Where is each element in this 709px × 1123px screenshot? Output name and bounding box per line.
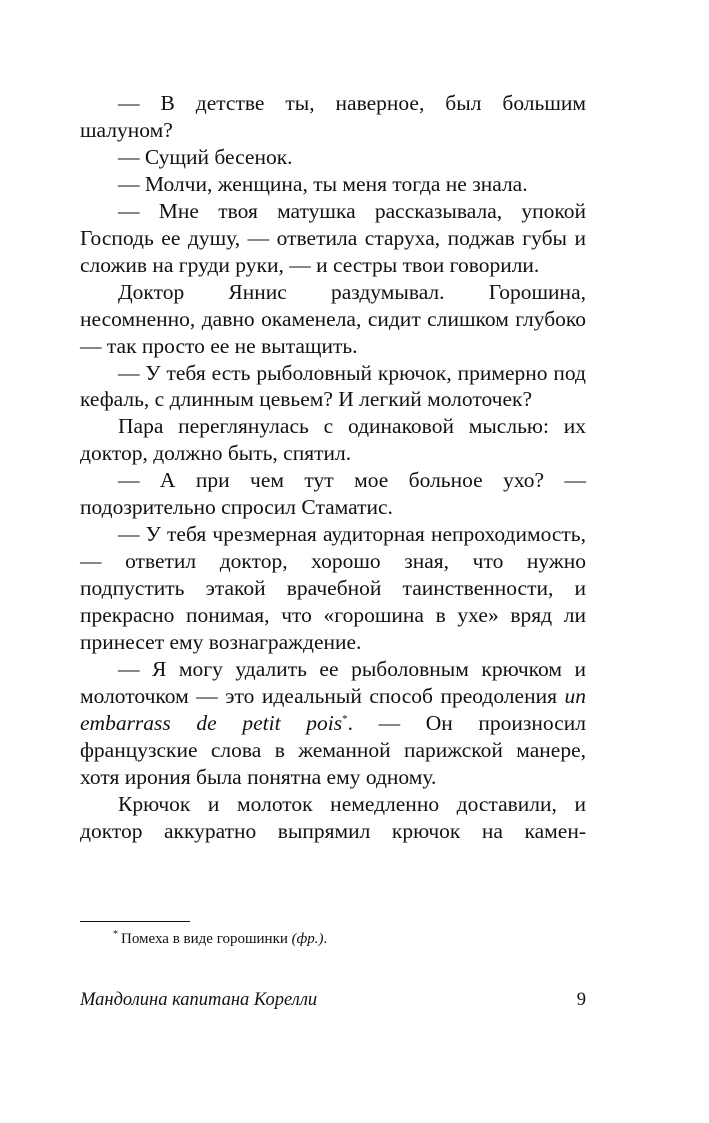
footnote-end: .: [323, 931, 328, 947]
paragraph-10-before: — Я могу удалить ее рыболовным крючком и молоточком — это идеальный способ преодоления: [80, 657, 586, 708]
paragraph-10-after: . — Он произносил французские слова в жеманной парижской манере, хотя ирония была понятна ему одному.: [80, 710, 586, 789]
paragraph-3: — Молчи, женщина, ты меня тогда не знала.: [118, 171, 528, 196]
footnote-marker: *: [113, 929, 118, 940]
paragraph-4: — Мне твоя матушка рассказывала, упокой Господь ее душу, — ответила старуха, поджав губы и сложив на груди руки, — и сестры твои говорили.: [80, 198, 586, 277]
paragraph-9: — У тебя чрезмерная аудиторная непроходимость, — ответил доктор, хорошо зная, что нужно подпустить этакой врачебной таинственности, и прекрасно понимая, что «горошина в ухе» вряд ли принесет ему вознаграждение.: [80, 522, 586, 655]
footnote-reference[interactable]: *: [342, 712, 348, 725]
page-number: 9: [576, 990, 586, 1010]
paragraph-8: — А при чем тут мое больное ухо? — подозрительно спросил Стаматис.: [80, 468, 586, 520]
paragraph-2: — Сущий бесенок.: [118, 144, 293, 169]
paragraph-6: — У тебя есть рыболовный крючок, примерно под кефаль, с длинным цевьем? И легкий молоточек?: [80, 360, 586, 412]
paragraph-7: Пара переглянулась с одинаковой мыслью: их доктор, должно быть, спятил.: [80, 414, 586, 466]
paragraph-5: Доктор Яннис раздумывал. Горошина, несомненно, давно окаменела, сидит слишком глубоко — так просто ее не вытащить.: [80, 279, 586, 358]
footnote-divider: [80, 921, 190, 922]
footnote: [113, 930, 327, 948]
body-text: [80, 90, 586, 845]
footnote-language-note: (фр.): [291, 931, 324, 947]
running-title: Мандолина капитана Корелли: [80, 990, 318, 1010]
paragraph-11: Крючок и молоток немедленно доставили, и доктор аккуратно выпрямил крючок на камен-: [80, 791, 586, 843]
paragraph-1: — В детстве ты, наверное, был большим шалуном?: [80, 91, 586, 142]
foreign-phrase: un embarrass de petit pois: [80, 683, 586, 735]
paragraph-10: [80, 656, 586, 791]
footnote-text: Помеха в виде горошинки: [121, 931, 288, 947]
